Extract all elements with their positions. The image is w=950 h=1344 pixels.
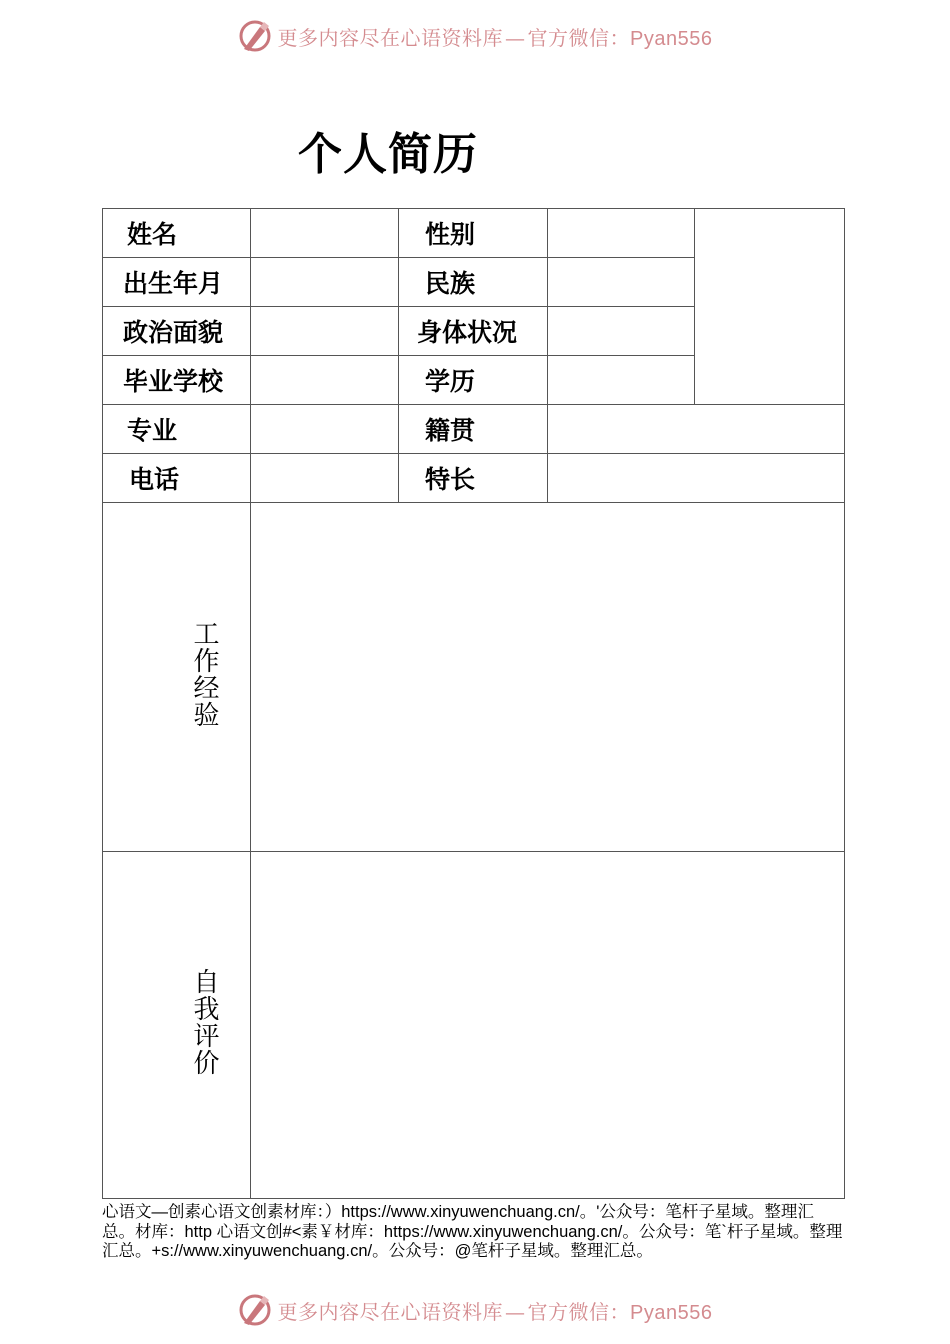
native-place-field[interactable] xyxy=(548,405,845,454)
self-evaluation-label-cell xyxy=(103,852,251,1199)
banner-wechat-id: Pyan556 xyxy=(630,1301,713,1324)
pen-circle-logo-icon xyxy=(238,1293,272,1327)
banner-wechat-label: 官方微信： xyxy=(527,1299,631,1324)
label-native-place: 籍贯 xyxy=(399,405,548,454)
form-row xyxy=(103,405,845,454)
political-status-field[interactable] xyxy=(251,307,399,356)
self-evaluation-label: 自我评价 xyxy=(189,968,219,1076)
label-specialty: 特长 xyxy=(399,454,548,503)
work-experience-label-cell xyxy=(103,503,251,852)
health-status-field[interactable] xyxy=(548,307,695,356)
banner-wechat-id: Pyan556 xyxy=(630,27,713,50)
self-evaluation-row xyxy=(103,852,845,1199)
label-political-status: 政治面貌 xyxy=(103,307,251,356)
work-experience-field[interactable] xyxy=(251,503,845,852)
graduate-school-field[interactable] xyxy=(251,356,399,405)
label-graduate-school: 毕业学校 xyxy=(103,356,251,405)
label-health-status: 身体状况 xyxy=(399,307,548,356)
label-ethnicity: 民族 xyxy=(399,258,548,307)
label-major: 专业 xyxy=(103,405,251,454)
label-birth-date: 出生年月 xyxy=(103,258,251,307)
major-field[interactable] xyxy=(251,405,399,454)
label-name: 姓名 xyxy=(103,209,251,258)
pen-circle-logo-icon xyxy=(238,19,272,53)
header-banner xyxy=(0,14,950,58)
gender-field[interactable] xyxy=(548,209,695,258)
footer-text: 心语文—创素心语文创素材库：）https://www.xinyuwenchuang.cn/。'公众号：笔杆子星域。整理汇总。材库：http 心语文创#<素￥材库：https://www.xinyuwenchuang.cn/。公众号：笔`杆子星域。整理汇总。+s://www.xinyuwenchuang.cn/。公众号：@笔杆子星域。整理汇总。 xyxy=(102,1203,843,1260)
banner-wechat-label: 官方微信： xyxy=(527,25,631,50)
label-phone: 电话 xyxy=(103,454,251,503)
name-field[interactable] xyxy=(251,209,399,258)
label-gender: 性别 xyxy=(399,209,548,258)
phone-field[interactable] xyxy=(251,454,399,503)
work-experience-row xyxy=(103,503,845,852)
ethnicity-field[interactable] xyxy=(548,258,695,307)
footer-banner xyxy=(0,1288,950,1332)
resume-form-table xyxy=(102,208,845,1199)
photo-cell[interactable] xyxy=(695,209,845,405)
page-title: 个人简历 xyxy=(298,129,478,180)
education-field[interactable] xyxy=(548,356,695,405)
work-experience-label: 工作经验 xyxy=(189,620,219,728)
form-row xyxy=(103,209,845,258)
birth-date-field[interactable] xyxy=(251,258,399,307)
banner-text xyxy=(278,22,713,51)
banner-slogan: 更多内容尽在心语资料库 xyxy=(277,25,504,50)
banner-slogan: 更多内容尽在心语资料库 xyxy=(277,1299,504,1324)
banner-separator: — xyxy=(505,25,526,50)
specialty-field[interactable] xyxy=(548,454,845,503)
label-education: 学历 xyxy=(399,356,548,405)
self-evaluation-field[interactable] xyxy=(251,852,845,1199)
banner-separator: — xyxy=(505,1299,526,1324)
banner-text xyxy=(278,1296,713,1325)
form-row xyxy=(103,454,845,503)
